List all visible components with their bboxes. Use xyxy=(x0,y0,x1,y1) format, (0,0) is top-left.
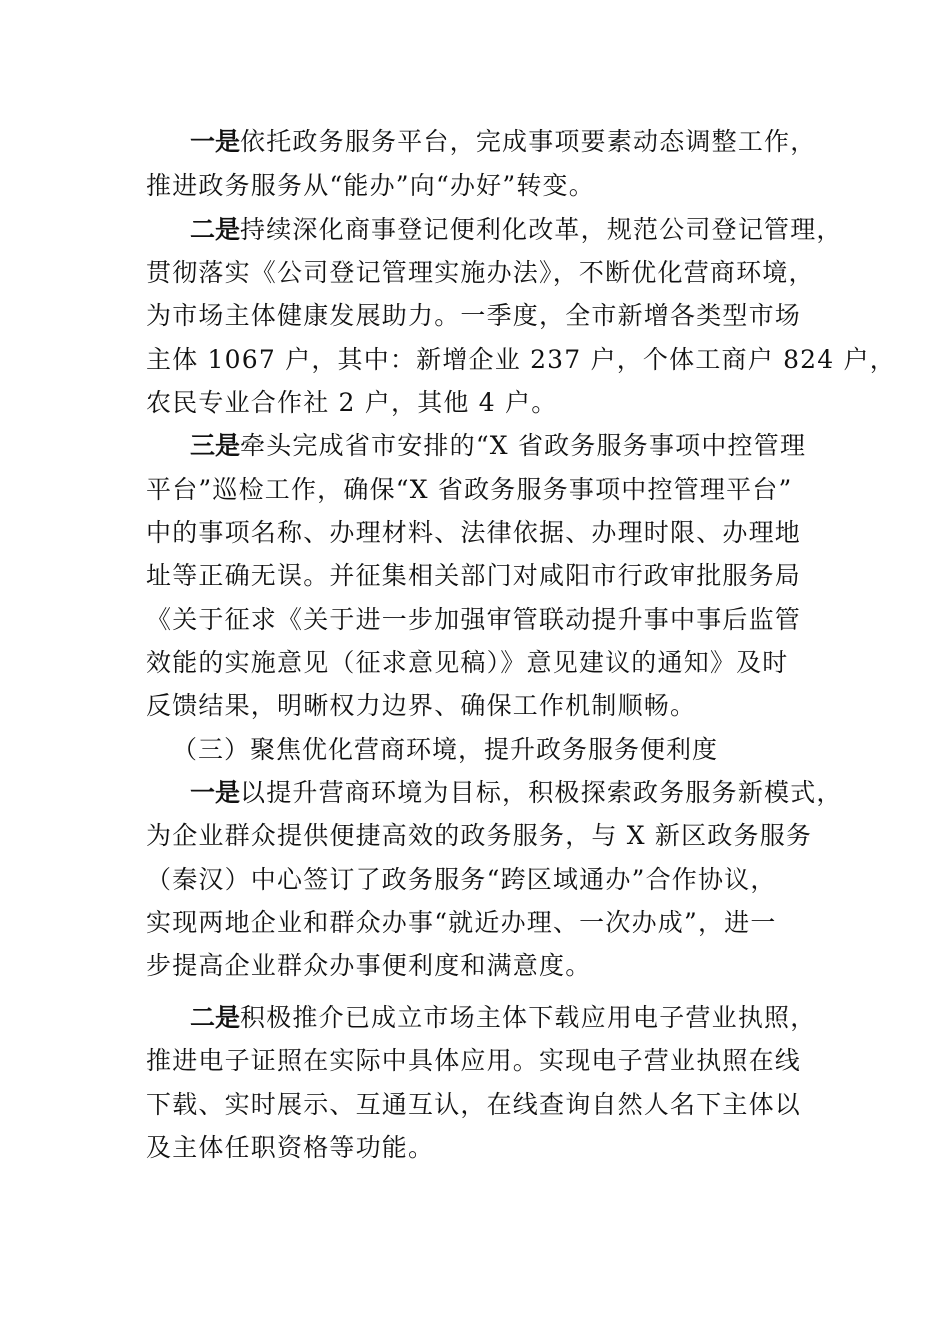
paragraph-3-line-1: 三是牵头完成省市安排的“X 省政务服务事项中控管理 xyxy=(190,431,807,460)
paragraph-5-line-4: 及主体任职资格等功能。 xyxy=(146,1133,435,1162)
paragraph-2-line-2: 贯彻落实《公司登记管理实施办法》，不断优化营商环境， xyxy=(146,258,815,287)
paragraph-4-line-4: 实现两地企业和群众办事“就近办理、一次办成”，进一 xyxy=(146,908,777,937)
paragraph-3-line-2: 平台”巡检工作，确保“X 省政务服务事项中控管理平台” xyxy=(146,475,793,504)
paragraph-lead: 一是 xyxy=(190,778,241,807)
paragraph-4-line-1: 一是以提升营商环境为目标，积极探索政务服务新模式， xyxy=(190,778,843,807)
paragraph-3-line-4: 址等正确无误。并征集相关部门对咸阳市行政审批服务局 xyxy=(146,561,802,590)
paragraph-5-line-2: 推进电子证照在实际中具体应用。实现电子营业执照在线 xyxy=(146,1046,802,1075)
paragraph-2-line-5: 农民专业合作社 2 户，其他 4 户。 xyxy=(146,388,558,417)
paragraph-1-line-1: 一是依托政务服务平台，完成事项要素动态调整工作， xyxy=(190,127,817,156)
paragraph-2-line-4: 主体 1067 户，其中：新增企业 237 户，个体工商户 824 户， xyxy=(146,345,896,374)
paragraph-3-line-5: 《关于征求《关于进一步加强审管联动提升事中事后监管 xyxy=(146,605,802,634)
paragraph-lead: 一是 xyxy=(190,127,241,156)
paragraph-2-line-1: 二是持续深化商事登记便利化改革，规范公司登记管理， xyxy=(190,215,843,244)
paragraph-1-line-2: 推进政务服务从“能办”向“办好”转变。 xyxy=(146,171,595,200)
paragraph-3-line-7: 反馈结果，明晰权力边界、确保工作机制顺畅。 xyxy=(146,691,697,720)
paragraph-lead: 二是 xyxy=(190,1003,241,1032)
paragraph-5-line-3: 下载、实时展示、互通互认，在线查询自然人名下主体以 xyxy=(146,1090,802,1119)
paragraph-4-line-2: 为企业群众提供便捷高效的政务服务，与 X 新区政务服务 xyxy=(146,821,813,850)
paragraph-4-line-5: 步提高企业群众办事便利度和满意度。 xyxy=(146,951,592,980)
paragraph-3-line-3: 中的事项名称、办理材料、法律依据、办理时限、办理地 xyxy=(146,518,802,547)
section-heading: （三）聚焦优化营商环境，提升政务服务便利度 xyxy=(172,735,719,764)
paragraph-4-line-3: （秦汉）中心签订了政务服务“跨区域通办”合作协议， xyxy=(146,865,777,894)
paragraph-5-line-1: 二是积极推介已成立市场主体下载应用电子营业执照， xyxy=(190,1003,817,1032)
paragraph-2-line-3: 为市场主体健康发展助力。一季度，全市新增各类型市场 xyxy=(146,301,802,330)
paragraph-3-line-6: 效能的实施意见（征求意见稿）》意见建议的通知》及时 xyxy=(146,648,789,677)
paragraph-lead: 二是 xyxy=(190,215,241,244)
paragraph-lead: 三是 xyxy=(190,431,241,460)
